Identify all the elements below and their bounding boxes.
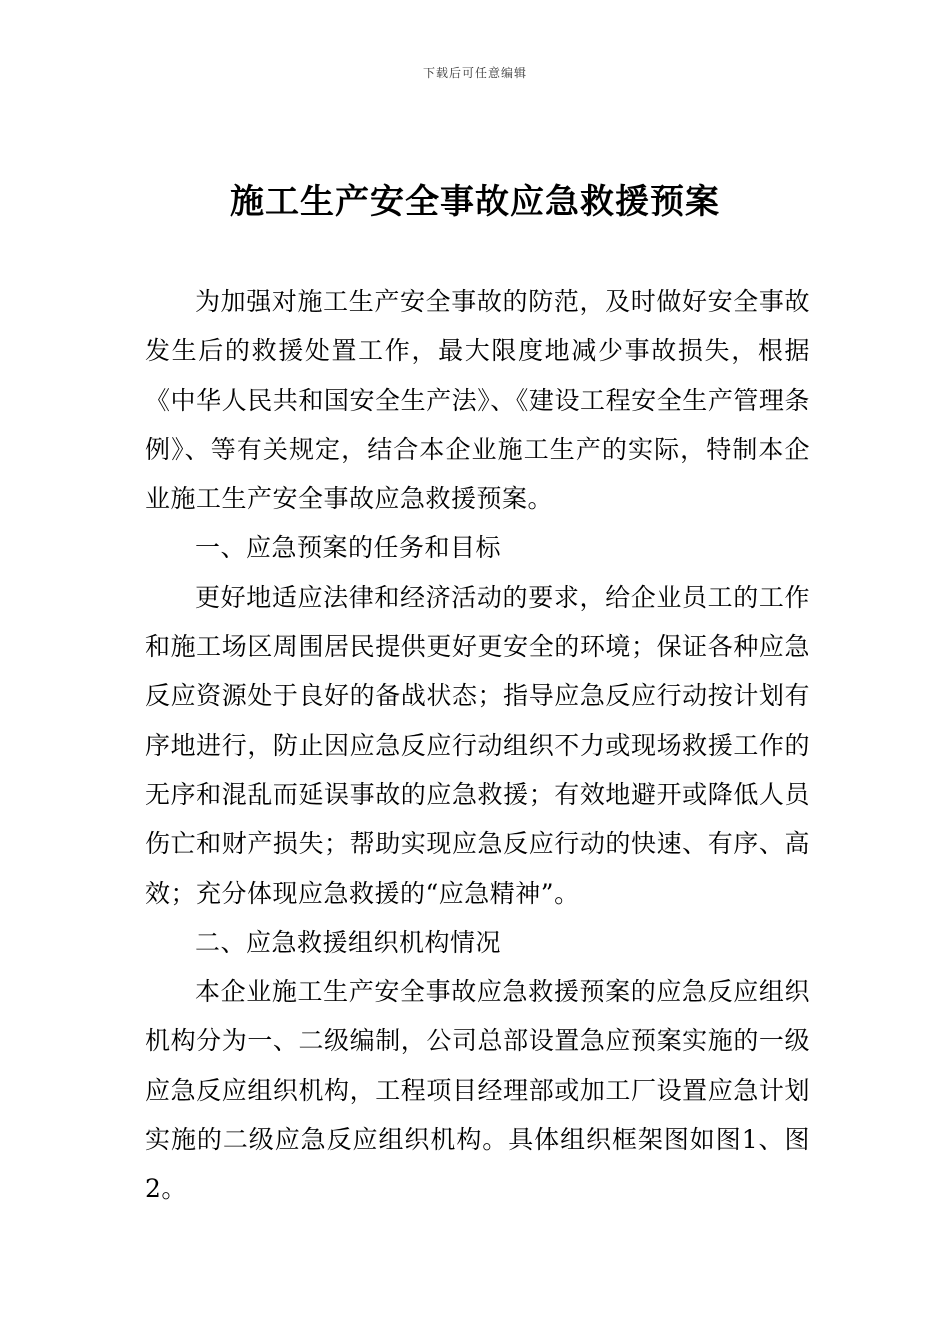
header-note: 下载后可任意编辑 — [422, 66, 527, 80]
intro-paragraph: 为加强对施工生产安全事故的防范，及时做好安全事故发生后的救援处置工作，最大限度地减少事故损失，根据《中华人民共和国安全生产法》、《建设工程安全生产管理条例》、等有关规定，结合本企业施工生产的实际，特制本企业施工生产安全事故应急救援预案。 — [145, 287, 810, 514]
section-1-paragraph: 更好地适应法律和经济活动的要求，给企业员工的工作和施工场区周围居民提供更好更安全的环境；保证各种应急反应资源处于良好的备战状态；指导应急反应行动按计划有序地进行，防止因应急反应行动组织不力或现场救援工作的无序和混乱而延误事故的应急救援；有效地避开或降低人员伤亡和财产损失；帮助实现应急反应行动的快速、有序、高效；充分体现应急救援的“应急精神”。 — [145, 582, 810, 908]
section-heading-2: 二、应急救援组织机构情况 — [195, 927, 502, 957]
document-title: 施工生产安全事故应急救援预案 — [230, 182, 720, 222]
section-heading-1: 一、应急预案的任务和目标 — [195, 533, 502, 563]
document-body — [145, 277, 810, 1214]
section-2-paragraph: 本企业施工生产安全事故应急救援预案的应急反应组织机构分为一、二级编制，公司总部设置急应预案实施的一级应急反应组织机构，工程项目经理部或加工厂设置应急计划实施的二级应急反应组织机构。具体组织框架图如图1、图2。 — [145, 977, 810, 1204]
